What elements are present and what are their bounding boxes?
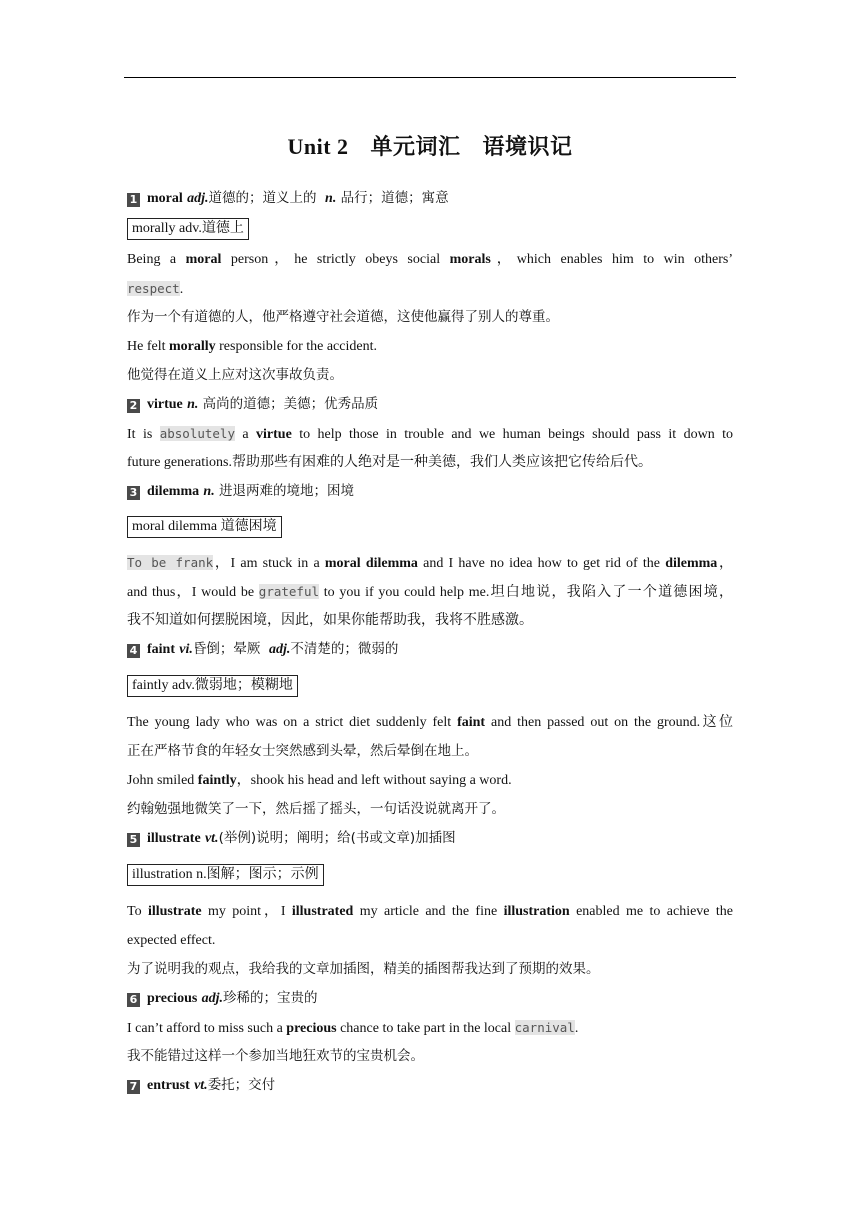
- example-line: John smiled faintly，shook his head and left without saying a word.: [127, 773, 512, 788]
- entry-word: precious: [147, 991, 198, 1006]
- entry-heading: [127, 184, 733, 213]
- derivative-box: morally adv.道德上: [127, 218, 249, 240]
- entry-number: 5: [127, 833, 140, 847]
- entry-word: dilemma: [147, 484, 200, 499]
- entry-number: 1: [127, 193, 140, 207]
- entry-word: entrust: [147, 1078, 190, 1093]
- entry-word: virtue: [147, 397, 183, 412]
- highlighted-word: To be frank: [127, 555, 214, 570]
- title-part2: 单元词汇: [370, 134, 461, 159]
- example-line: Being a moral person，he strictly obeys social morals，which enables him to win others’: [127, 252, 733, 267]
- entry-heading: [127, 1071, 733, 1100]
- entry-pos: n.: [325, 191, 337, 206]
- translation-line: 约翰勉强地微笑了一下，然后摇了摇头，一句话没说就离开了。: [127, 801, 505, 817]
- entry-definition: 珍稀的；宝贵的: [223, 990, 318, 1006]
- derivative-box: faintly adv.微弱地；模糊地: [127, 675, 298, 697]
- entry-number: 4: [127, 644, 140, 658]
- page-title: [0, 130, 860, 161]
- entry-heading: [127, 477, 733, 506]
- entry-pos: adj.: [201, 991, 223, 1006]
- entry-pos: adj.: [187, 191, 209, 206]
- entry-definition: 品行；道德；寓意: [340, 190, 449, 206]
- highlighted-word: absolutely: [159, 426, 235, 441]
- highlighted-word: grateful: [258, 584, 320, 599]
- header-rule: [124, 77, 736, 78]
- example-line: and thus，I would be grateful to you if you could help me.坦白地说，我陷入了一个道德困境，: [127, 584, 733, 600]
- entry-number: 3: [127, 486, 140, 500]
- entry-pos: vt.: [194, 1078, 208, 1093]
- derivative-box: illustration n.图解；图示；示例: [127, 864, 324, 886]
- entry-number: 2: [127, 399, 140, 413]
- entry-word: illustrate: [147, 831, 201, 846]
- entry-heading: [127, 824, 733, 853]
- entry-pos: vt.: [204, 831, 219, 846]
- example-line: To be frank，I am stuck in a moral dilemma and I have no idea how to get rid of the dilemma，: [127, 555, 733, 571]
- example-line: He felt morally responsible for the accident.: [127, 339, 377, 354]
- entry-definition: 进退两难的境地；困境: [219, 483, 354, 499]
- entry-definition: 昏倒；晕厥: [192, 641, 261, 657]
- highlighted-word: respect: [127, 281, 180, 296]
- entry-heading: [127, 635, 733, 664]
- entry-number: 6: [127, 993, 140, 1007]
- entry-pos: n.: [203, 484, 215, 499]
- highlighted-word: carnival: [514, 1020, 575, 1035]
- entry-heading: [127, 984, 733, 1013]
- entry-definition: 高尚的道德；美德；优秀品质: [202, 396, 379, 412]
- entry-heading: [127, 390, 733, 419]
- entry-word: faint: [147, 642, 175, 657]
- example-line: 我不知道如何摆脱困境，因此，如果你能帮助我，我将不胜感激。: [127, 613, 533, 628]
- translation-line: 作为一个有道德的人，他严格遵守社会道德，这使他赢得了别人的尊重。: [127, 309, 559, 325]
- translation-line: 为了说明我的观点，我给我的文章加插图，精美的插图帮我达到了预期的效果。: [127, 961, 600, 977]
- entry-pos: adj.: [269, 642, 291, 657]
- entry-pos: n.: [187, 397, 199, 412]
- example-line: It is absolutely a virtue to help those in trouble and we human beings should pass it down to: [127, 426, 734, 442]
- entry-definition: 委托；交付: [207, 1077, 276, 1093]
- example-line: future generations.帮助那些有困难的人绝对是一种美德，我们人类应该把它传给后代。: [127, 455, 652, 470]
- example-line: To illustrate my point，I illustrated my article and the fine illustration enabled me to achieve the: [127, 904, 733, 919]
- entry-definition: (举例)说明；阐明；给(书或文章)加插图: [218, 830, 456, 846]
- entry-definition: 不清楚的；微弱的: [290, 641, 399, 657]
- example-line: expected effect.: [127, 933, 216, 948]
- translation-line: 他觉得在道义上应对这次事故负责。: [127, 367, 343, 383]
- title-unit: Unit 2: [287, 134, 349, 159]
- derivative-box: moral dilemma 道德困境: [127, 516, 282, 538]
- example-line: respect.: [127, 281, 184, 297]
- vocabulary-content: [127, 184, 733, 1100]
- title-part3: 语境识记: [482, 134, 573, 159]
- entry-number: 7: [127, 1080, 140, 1094]
- example-line: 正在严格节食的年轻女士突然感到头晕，然后晕倒在地上。: [127, 743, 478, 759]
- example-line: I can’t afford to miss such a precious chance to take part in the local carnival.: [127, 1020, 579, 1036]
- translation-line: 我不能错过这样一个参加当地狂欢节的宝贵机会。: [127, 1048, 424, 1064]
- example-line: The young lady who was on a strict diet suddenly felt faint and then passed out on the ground.这位: [127, 715, 733, 730]
- entry-pos: vi.: [179, 642, 193, 657]
- entry-word: moral: [147, 191, 183, 206]
- entry-definition: 道德的；道义上的: [208, 190, 317, 206]
